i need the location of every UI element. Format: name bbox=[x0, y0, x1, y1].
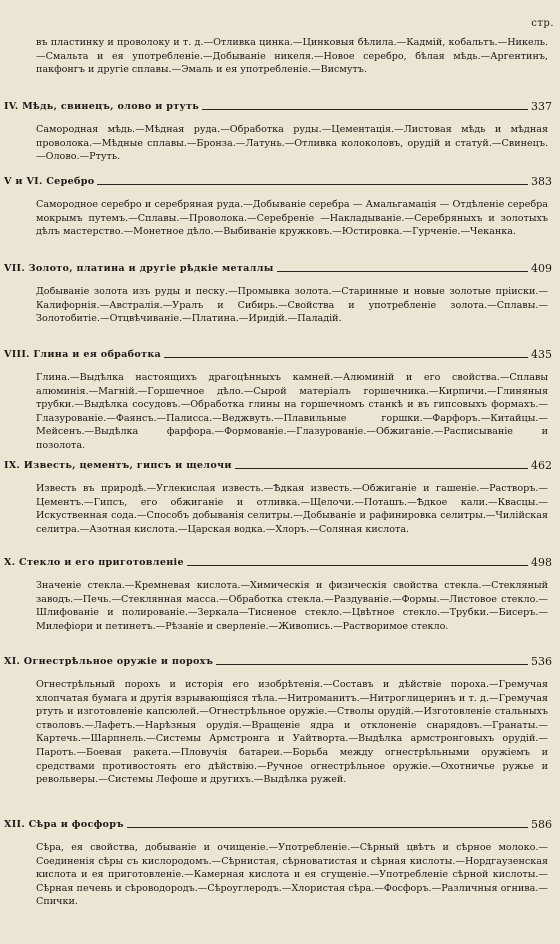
intro-description: въ пластинку и проволоку и т. д.—Отливка цинка.—Цинковыя бѣлила.—Кадмій, кобальтъ.—Никель.—Смальта и ея употребленіе.—Добываніе никеля.—Новое серебро, бѣлая мѣдь.—Аргентинъ, пакфонгъ и другіе сплавы.—Эмаль и ея употребленіе.—Висмутъ. bbox=[36, 37, 548, 76]
section-description: Сѣра, ея свойства, добываніе и очищеніе.—Употребленіе.—Сѣрный цвѣтъ и сѣрное молоко.—Соединенія сѣры съ кислородомъ.—Сѣрнистая, сѣрноватистая и сѣрная кислоты.—Нордгаузенская кислота и ея приготовленіе.—Камерная кислота и ея сгущеніе.—Употребленіе сѣрной кислоты.—Сѣрная печень и сѣроводородъ.—Сѣроуглеродъ.—Хлористая сѣра.—Фосфоръ.—Различныя огнива.—Спички. bbox=[36, 842, 548, 908]
section-title: VII. Золото, платина и другіе рѣдкіе металлы bbox=[4, 263, 277, 274]
toc-section bbox=[0, 460, 560, 536]
section-description: Добываніе золота изъ руды и песку.—Промывка золота.—Старинные и новые золотые пріиски.—Калифорнія.—Австралія.—Уралъ и Сибирь.—Свойства и употребленіе золота.—Сплавы.—Золотобитіе.—Отцвѣчиваніе.—Платина.—Иридій.—Паладій. bbox=[36, 286, 548, 325]
toc-section bbox=[0, 656, 560, 787]
section-heading bbox=[0, 557, 560, 571]
section-page-number: 435 bbox=[528, 348, 552, 361]
section-page-number: 337 bbox=[528, 100, 552, 113]
section-page-number: 498 bbox=[528, 556, 552, 569]
toc-section bbox=[0, 263, 560, 326]
section-heading bbox=[0, 263, 560, 277]
section-description: Глина.—Выдѣлка настоящихъ драгоцѣнныхъ камней.—Алюминій и его свойства.—Сплавы алюминія.—Магній.—Горшечное дѣло.—Сырой матеріалъ горшечника.—Кирпичи.—Глиняныя трубки.—Выдѣлка сосудовъ.—Обработка глины на горшечномъ станкѣ и въ гипсовыхъ формахъ.—Глазурованіе.—Фаянсъ.—Палисса.—Веджвуть.—Плавильные горшки.—Фарфоръ.—Китайцы.—Мейсенъ.—Выдѣлка фарфора.—Формованіе.—Глазурованіе.—Обжиганіе.—Расписываніе и позолота. bbox=[36, 372, 548, 451]
section-description: Огнестрѣльный порохъ и исторія его изобрѣтенія.—Составъ и дѣйствіе пороха.—Гремучая хлопчатая бумага и другія взрывающіяся тѣла.—Нитроманитъ.—Нитроглицеринъ и т. д.—Гремучая ртуть и изготовленіе капсюлей.—Огнестрѣльное оружіе.—Стволы орудій.—Изготовленіе стальныхъ стволовъ.—Лафетъ.—Нарѣзныя орудія.—Вращеніе ядра и отклоненіе снарядовъ.—Гранаты.—Картечь.—Шарпнель.—Системы Армстронга и Уайтворта.—Выдѣлка армстронговыхъ орудій.—Паротъ.—Боевая ракета.—Пловучія батареи.—Борьба между огнестрѣльными оружіемъ и средствами противостоять его дѣйствію.—Ручное огнестрѣльное оружіе.—Охотничье ружье и револьверы.—Системы Лефоше и другихъ.—Выдѣлка ружей. bbox=[36, 679, 548, 786]
toc-section bbox=[0, 101, 560, 164]
section-description: Известь въ природѣ.—Углекислая известь.—Ѣдкая известь.—Обжиганіе и гашеніе.—Растворъ.—Цементъ.—Гипсъ, его обжиганіе и отливка.—Щелочи.—Поташъ.—Ѣдкое кали.—Квасцы.—Искуственная сода.—Способъ добыванія селитры.—Добываніе и рафинировка селитры.—Чилійская селитра.—Азотная кислота.—Царская водка.—Хлоръ.—Соляная кислота. bbox=[36, 483, 548, 535]
intro-entry bbox=[0, 36, 560, 77]
section-page-number: 409 bbox=[528, 262, 552, 275]
page-column-label: стр. bbox=[531, 18, 554, 29]
section-title: XI. Огнестрѣльное оружіе и порохъ bbox=[4, 656, 216, 667]
section-description: Значеніе стекла.—Кремневая кислота.—Химическія и физическія свойства стекла.—Стекляный заводъ.—Печь.—Стеклянная масса.—Обработка стекла.—Раздуваніе.—Формы.—Листовое стекло.—Шлифованіе и полированіе.—Зеркала—Тисненое стекло.—Цвѣтное стекло.—Трубки.—Бисеръ.—Милефіори и петинетъ.—Рѣзаніе и сверленіе.—Живопись.—Растворимое стекло. bbox=[36, 580, 548, 632]
toc-section bbox=[0, 819, 560, 909]
section-heading bbox=[0, 176, 560, 190]
toc-section bbox=[0, 176, 560, 239]
section-page-number: 536 bbox=[528, 655, 552, 668]
section-title: VIII. Глина и ея обработка bbox=[4, 349, 164, 360]
section-page-number: 383 bbox=[528, 175, 552, 188]
section-heading bbox=[0, 349, 560, 363]
toc-section bbox=[0, 557, 560, 633]
section-page-number: 586 bbox=[528, 818, 552, 831]
toc-section bbox=[0, 349, 560, 453]
section-title: IV. Мѣдь, свинецъ, олово и ртуть bbox=[4, 101, 202, 112]
section-description: Самородное серебро и серебряная руда.—Добываніе серебра — Амальгамація — Отдѣленіе серебра мокрымъ путемъ.—Сплавы.—Проволока.—Серебреніе —Накладываніе.—Серебряныхъ и золотыхъ дѣлъ мастерство.—Монетное дѣло.—Выбиваніе кружковъ.—Юстировка.—Гурченіе.—Чеканка. bbox=[36, 199, 548, 238]
section-heading bbox=[0, 819, 560, 833]
section-heading bbox=[0, 460, 560, 474]
section-title: X. Стекло и его приготовленіе bbox=[4, 557, 187, 568]
section-title: XII. Сѣра и фосфоръ bbox=[4, 819, 127, 830]
section-title: V и VI. Серебро bbox=[4, 176, 97, 187]
section-page-number: 462 bbox=[528, 459, 552, 472]
section-description: Самородная мѣдь.—Мѣдная руда.—Обработка руды.—Цементація.—Листовая мѣдь и мѣдная проволока.—Мѣдные сплавы.—Бронза.—Латунь.—Отливка колоколовъ, орудій и статуй.—Свинецъ.—Олово.—Ртуть. bbox=[36, 124, 548, 163]
section-heading bbox=[0, 101, 560, 115]
section-title: IX. Известь, цементъ, гипсъ и щелочи bbox=[4, 460, 235, 471]
section-heading bbox=[0, 656, 560, 670]
